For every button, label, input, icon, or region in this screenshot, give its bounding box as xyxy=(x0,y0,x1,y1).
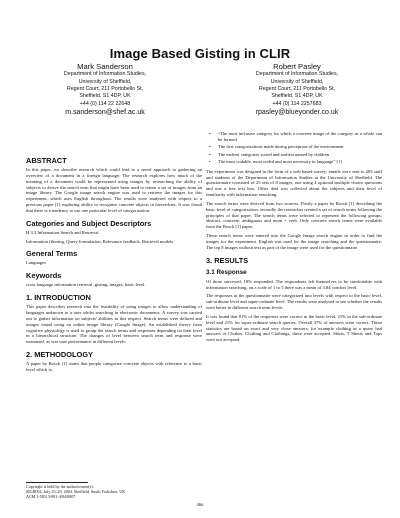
bullet-icon: • xyxy=(209,158,211,164)
author-phone: +44 (0) 114 2257683 xyxy=(272,100,322,107)
response-heading: 3.1 Response xyxy=(206,268,247,276)
abstract-text: In this paper, we describe research which could lead to a novel approach to gathering an overview of a document in a foreign language. The research explores how much of the meaning of a document could be represented using images by researching the ability of subjects to derive the search term that might have been used to return a set of images from an image library. The Google image search engine was used to retrieve the images for this experiment, which uses English throughout. The results were analysed with respect to a previous paper [1] exploring ability to recognise concrete objects in hierarchies. It was found that there is a tendency to use one particular level of categorization. xyxy=(26,167,202,213)
bullet-icon: • xyxy=(209,144,211,150)
left-column xyxy=(26,156,202,376)
keywords-text: cross language information retrieval, gisting, images, basic level. xyxy=(26,282,146,288)
author-dept: Department of Information Studies, xyxy=(63,71,147,78)
author-email: m.sanderson@shef.ac.uk xyxy=(65,108,145,116)
introduction-heading: 1. INTRODUCTION xyxy=(26,293,91,303)
list-item: • The first categorizations made during perception of the environment xyxy=(209,144,344,150)
isbn-line: ACM 1-58113-881-4/04/0007. xyxy=(26,494,77,499)
methodology-text: A paper by Rosch [1] states that people categorize concrete objects with reference to a basic level which is; xyxy=(26,361,202,372)
survey-text: The experiment was designed in the form of a web based survey; emails were sent to 283 staff and students of the Department of Information Studies at the University of Sheffield. The questionnaire consisted of 25 sets of 8 images, one using 4 optional multiple choice questions and one a free text box. Other data was collected about the subjects and their level of familiarity with information searching. xyxy=(206,168,382,198)
author-email: rpasley@blueyonder.co.uk xyxy=(255,108,339,116)
basic-level-list xyxy=(206,131,382,165)
statistics-text: It was found that 81% of the responses were correct in the basic level, 21% in the sub-ordinate level and 21% for super-ordinate search queries. Overall 37% of answers were correct. These statistics are based on exact and very close answers; for example clothing as a query had answers of Clothes, Clothing and Clothings; these were accepted. Shirts, T Shorts and Tops were not accepted. xyxy=(206,313,382,343)
right-column xyxy=(206,131,382,346)
abstract-heading: ABSTRACT xyxy=(26,156,67,165)
author-name: Mark Sanderson xyxy=(77,62,133,71)
author-name: Robert Pasley xyxy=(273,62,321,71)
response-text: Of those surveyed, 18% responded. The respondents felt themselves to be comfortable with information searching, on a scale of 1 to 5 there was a mean of 3.84 comfort level. xyxy=(206,278,382,290)
general-terms-heading: General Terms xyxy=(26,249,78,259)
author-univ: University of Sheffield, xyxy=(78,78,132,85)
keywords-heading: Keywords xyxy=(26,271,62,281)
paper-title: Image Based Gisting in CLIR xyxy=(109,46,291,61)
author-city: Sheffield, S1 4DP, UK xyxy=(271,93,323,100)
categorization-text: The responses to the questionnaire were categorized into levels with respect to the basic level, sub-ordinate level and super-ordinate level. The results were analysed to see whether the results were better in different search term levels. xyxy=(206,293,382,311)
author-block-1 xyxy=(20,62,190,117)
copyright-notice xyxy=(26,484,202,499)
footnote-rule xyxy=(26,482,88,483)
categories-text-2: Information filtering, Query formulation, Relevance feedback, Retrieval models. xyxy=(26,238,175,244)
categories-text: H.3.3 Information Search and Retrieval xyxy=(26,229,99,235)
methodology-heading: 2. METHODOLOGY xyxy=(26,350,93,360)
conference-line: SIGIR'04, July 25–29, 2004, Sheffield, South Yorkshire, UK xyxy=(26,489,126,494)
copyright-line: Copyright is held by the author/owner(s). xyxy=(26,484,94,489)
list-item: • “The most inclusive category for which a concrete image of the category as a whole can be formed xyxy=(209,131,382,142)
introduction-text: This paper describes research into the feasibility of using images to allow understanding of languages unknown to a user whilst searching in electronic documents. A survey was carried out to gather information on subjects' abilities in this respect. Search terms were defined and images found using an online image library (Google Image). An established theory from cognitive physiology is used to group the search terms and responses depending on their level in a hierarchical structure. The changes of level between search term and response were examined, as was user performance in different levels. xyxy=(26,304,202,345)
author-address: Regent Court, 211 Portobello St, xyxy=(66,86,144,92)
author-address: Regent Court, 211 Portobello St, xyxy=(258,86,336,92)
bullet-icon: • xyxy=(209,151,211,157)
results-heading: 3. RESULTS xyxy=(206,255,249,265)
search-terms-text: The search terms were derived from two sources. Firstly a paper by Rosch [1] describing the basic level of categorization, secondly the researcher created a set of search terms following the principles of that paper. The search terms were selected to represent the following groups; abstract, concrete, ambiguous and noun + verb. Only concrete search terms were available from the Rosch [1] paper. xyxy=(206,200,382,230)
page-number: 466 xyxy=(196,502,204,507)
author-dept: Department of Information Studies, xyxy=(255,71,339,78)
list-item: • The earliest categories sorted and earliest named by children xyxy=(209,151,330,157)
google-search-text: These search terms were entered into the Google Image search engine in order to find the images for the experiment. English was used for the image searching and the questionnaire. The top 8 images without text as part of the image were used for the questionnaire. xyxy=(206,233,382,250)
author-block-2 xyxy=(212,62,382,117)
author-phone: +44 (0) 114 22 22648 xyxy=(79,100,131,107)
categories-heading: Categories and Subject Descriptors xyxy=(26,218,152,228)
author-univ: University of Sheffield, xyxy=(270,78,324,85)
list-item: • The most codable, most coded and most necessary in language” [1] xyxy=(209,158,342,164)
author-city: Sheffield, S1 4DP, UK xyxy=(79,93,131,100)
bullet-icon: • xyxy=(209,131,211,136)
general-terms-text: Languages xyxy=(26,260,46,266)
